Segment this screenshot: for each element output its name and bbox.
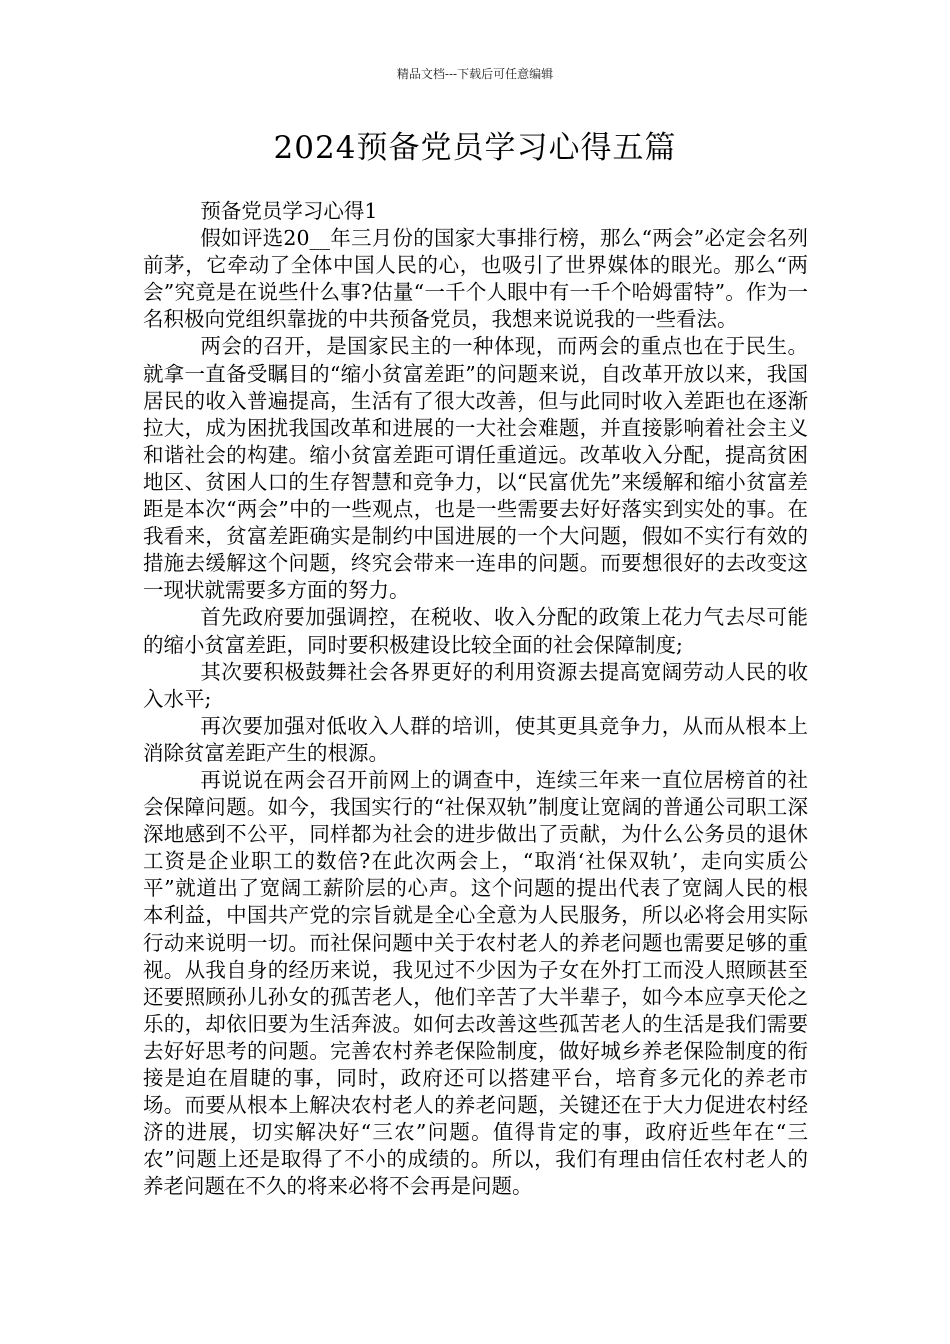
paragraph: 假如评选20__年三月份的国家大事排行榜，那么“两会”必定会名列前茅，它牵动了全体中国人民的心，也吸引了世界媒体的眼光。那么“两会”究竟是在说些什么事?估量“一千个人眼中有一千个哈姆雷特”。作为一名积极向党组织靠拢的中共预备党员，我想来说说我的一些看法。 [143, 226, 808, 332]
paragraph: 两会的召开，是国家民主的一种体现，而两会的重点也在于民生。就拿一直备受瞩目的“缩小贫富差距”的问题来说，自改革开放以来，我国居民的收入普遍提高，生活有了很大改善，但与此同时收入差距也在逐渐拉大，成为困扰我国改革和进展的一大社会难题，并直接影响着社会主义和谐社会的构建。缩小贫富差距可谓任重道远。改革收入分配，提高贫困地区、贫困人口的生存智慧和竞争力，以“民富优先”来缓解和缩小贫富差距是本次“两会”中的一些观点，也是一些需要去好好落实到实处的事。在我看来，贫富差距确实是制约中国进展的一个大问题，假如不实行有效的措施去缓解这个问题，终究会带来一连串的问题。而要想很好的去改变这一现状就需要多方面的努力。 [143, 334, 808, 603]
paragraph: 其次要积极鼓舞社会各界更好的利用资源去提高宽阔劳动人民的收入水平; [143, 659, 808, 711]
section-subtitle: 预备党员学习心得1 [200, 199, 378, 223]
document-body [143, 198, 808, 1200]
document-title: 2024预备党员学习心得五篇 [273, 130, 677, 166]
paragraph: 首先政府要加强调控，在税收、收入分配的政策上花力气去尽可能的缩小贫富差距，同时要积极建设比较全面的社会保障制度; [143, 605, 808, 657]
paragraph: 再次要加强对低收入人群的培训，使其更具竞争力，从而从根本上消除贫富差距产生的根源。 [143, 713, 808, 765]
header-note: 精品文档---下载后可任意编辑 [396, 67, 554, 81]
paragraph: 再说说在两会召开前网上的调查中，连续三年来一直位居榜首的社会保障问题。如今，我国实行的“社保双轨”制度让宽阔的普通公司职工深深地感到不公平，同样都为社会的进步做出了贡献，为什么公务员的退休工资是企业职工的数倍?在此次两会上，“取消‘社保双轨’，走向实质公平”就道出了宽阔工薪阶层的心声。这个问题的提出代表了宽阔人民的根本利益，中国共产党的宗旨就是全心全意为人民服务，所以必将会用实际行动来说明一切。而社保问题中关于农村老人的养老问题也需要足够的重视。从我自身的经历来说，我见过不少因为子女在外打工而没人照顾甚至还要照顾孙儿孙女的孤苦老人，他们辛苦了大半辈子，如今本应享天伦之乐的，却依旧要为生活奔波。如何去改善这些孤苦老人的生活是我们需要去好好思考的问题。完善农村养老保险制度，做好城乡养老保险制度的衔接是迫在眉睫的事，同时，政府还可以搭建平台，培育多元化的养老市场。而要从根本上解决农村老人的养老问题，关键还在于大力促进农村经济的进展，切实解决好“三农”问题。值得肯定的事，政府近些年在“三农”问题上还是取得了不小的成绩的。所以，我们有理由信任农村老人的养老问题在不久的将来必将不会再是问题。 [143, 767, 808, 1199]
